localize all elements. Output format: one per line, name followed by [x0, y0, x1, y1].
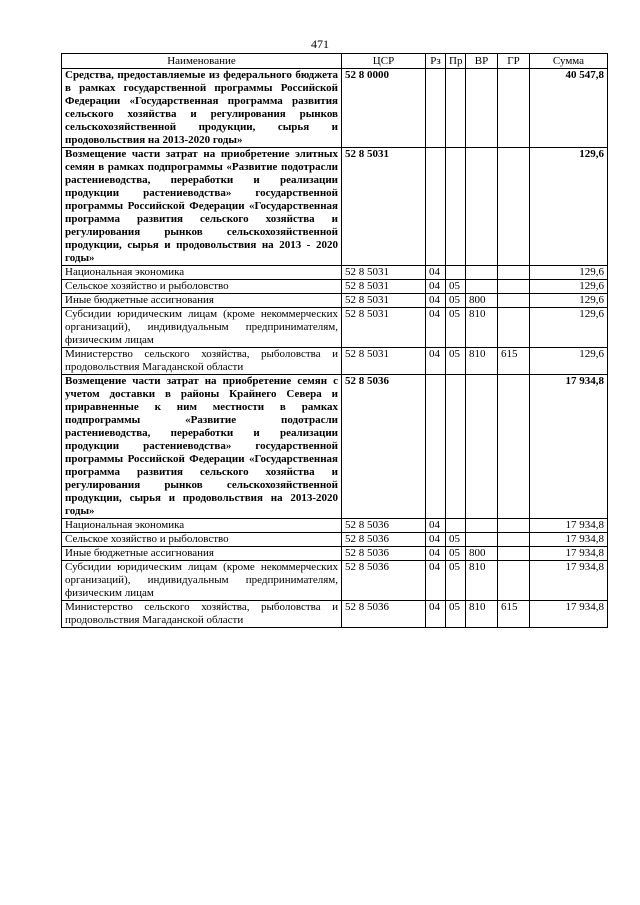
row-pr-cell: 05	[446, 280, 466, 294]
row-sum-cell: 17 934,8	[530, 375, 608, 519]
row-vr-cell: 810	[466, 601, 498, 628]
row-gr-cell	[498, 561, 530, 601]
row-pr-cell: 05	[446, 561, 466, 601]
row-gr-cell: 615	[498, 601, 530, 628]
row-rz-cell: 04	[426, 308, 446, 348]
row-rz-cell: 04	[426, 266, 446, 280]
row-pr-cell	[446, 148, 466, 266]
row-name-cell: Сельское хозяйство и рыболовство	[62, 533, 342, 547]
row-sum-cell: 129,6	[530, 308, 608, 348]
column-header-gr: ГР	[498, 54, 530, 69]
row-gr-cell	[498, 533, 530, 547]
row-name-cell: Сельское хозяйство и рыболовство	[62, 280, 342, 294]
row-sum-cell: 129,6	[530, 280, 608, 294]
row-gr-cell	[498, 519, 530, 533]
row-vr-cell	[466, 280, 498, 294]
row-rz-cell: 04	[426, 561, 446, 601]
table-row	[62, 533, 608, 547]
row-rz-cell	[426, 148, 446, 266]
row-name-cell: Субсидии юридическим лицам (кроме некоммерческих организаций), индивидуальным предпринимателям, физическим лицам	[62, 308, 342, 348]
table-row	[62, 519, 608, 533]
row-pr-cell: 05	[446, 294, 466, 308]
table-row	[62, 294, 608, 308]
row-csr-cell: 52 8 5036	[342, 533, 426, 547]
column-header-pr: Пр	[446, 54, 466, 69]
table-row	[62, 547, 608, 561]
row-gr-cell	[498, 294, 530, 308]
row-vr-cell: 810	[466, 561, 498, 601]
table-row	[62, 375, 608, 519]
page-number: 471	[311, 37, 329, 51]
row-gr-cell	[498, 148, 530, 266]
row-gr-cell	[498, 69, 530, 148]
column-header-vr: ВР	[466, 54, 498, 69]
row-gr-cell	[498, 547, 530, 561]
column-header-rz: Рз	[426, 54, 446, 69]
row-sum-cell: 129,6	[530, 294, 608, 308]
row-sum-cell: 129,6	[530, 266, 608, 280]
row-sum-cell: 17 934,8	[530, 547, 608, 561]
row-vr-cell	[466, 148, 498, 266]
row-rz-cell: 04	[426, 519, 446, 533]
table-row	[62, 148, 608, 266]
row-rz-cell: 04	[426, 533, 446, 547]
row-rz-cell: 04	[426, 547, 446, 561]
row-rz-cell: 04	[426, 294, 446, 308]
table-row	[62, 348, 608, 375]
row-vr-cell: 810	[466, 308, 498, 348]
row-pr-cell	[446, 519, 466, 533]
row-csr-cell: 52 8 5031	[342, 148, 426, 266]
row-sum-cell: 129,6	[530, 348, 608, 375]
row-pr-cell	[446, 266, 466, 280]
row-name-cell: Возмещение части затрат на приобретение элитных семян в рамках подпрограммы «Развитие подотрасли растениеводства, переработки и реализации продукции растениеводства» государственной программы Российской Федерации «Государственная программа развития сельского хозяйства и регулирования рынков сельскохозяйственной продукции, сырья и продовольствия на 2013 - 2020 годы»	[62, 148, 342, 266]
row-pr-cell: 05	[446, 308, 466, 348]
row-sum-cell: 17 934,8	[530, 533, 608, 547]
column-header-name: Наименование	[62, 54, 342, 69]
column-header-csr: ЦСР	[342, 54, 426, 69]
row-vr-cell	[466, 69, 498, 148]
row-sum-cell: 17 934,8	[530, 601, 608, 628]
row-name-cell: Иные бюджетные ассигнования	[62, 547, 342, 561]
row-csr-cell: 52 8 5031	[342, 294, 426, 308]
row-vr-cell	[466, 533, 498, 547]
table-row	[62, 561, 608, 601]
table-header-row	[62, 54, 608, 69]
row-name-cell: Министерство сельского хозяйства, рыболовства и продовольствия Магаданской области	[62, 348, 342, 375]
table-row	[62, 266, 608, 280]
row-name-cell: Возмещение части затрат на приобретение семян с учетом доставки в районы Крайнего Севера и приравненные к ним местности в рамках подпрограммы «Развитие подотрасли растениеводства, переработки и реализации продукции растениеводства» государственной программы Российской Федерации «Государственная программа развития сельского хозяйства и регулирования рынков сельскохозяйственной продукции, сырья и продовольствия на 2013-2020 годы»	[62, 375, 342, 519]
row-gr-cell: 615	[498, 348, 530, 375]
row-vr-cell	[466, 375, 498, 519]
row-rz-cell: 04	[426, 348, 446, 375]
row-csr-cell: 52 8 5031	[342, 348, 426, 375]
row-name-cell: Министерство сельского хозяйства, рыболовства и продовольствия Магаданской области	[62, 601, 342, 628]
row-name-cell: Национальная экономика	[62, 266, 342, 280]
row-csr-cell: 52 8 5036	[342, 375, 426, 519]
row-csr-cell: 52 8 5036	[342, 561, 426, 601]
table-row	[62, 308, 608, 348]
row-pr-cell: 05	[446, 533, 466, 547]
row-vr-cell	[466, 266, 498, 280]
row-csr-cell: 52 8 0000	[342, 69, 426, 148]
row-csr-cell: 52 8 5031	[342, 308, 426, 348]
table-body	[62, 69, 608, 628]
row-gr-cell	[498, 266, 530, 280]
row-gr-cell	[498, 375, 530, 519]
row-csr-cell: 52 8 5031	[342, 266, 426, 280]
row-rz-cell: 04	[426, 280, 446, 294]
row-sum-cell: 40 547,8	[530, 69, 608, 148]
row-csr-cell: 52 8 5036	[342, 519, 426, 533]
row-sum-cell: 17 934,8	[530, 519, 608, 533]
row-pr-cell: 05	[446, 601, 466, 628]
row-vr-cell: 800	[466, 547, 498, 561]
table-row	[62, 280, 608, 294]
row-vr-cell: 800	[466, 294, 498, 308]
row-pr-cell	[446, 69, 466, 148]
row-vr-cell	[466, 519, 498, 533]
row-rz-cell	[426, 69, 446, 148]
row-pr-cell: 05	[446, 348, 466, 375]
table-row	[62, 69, 608, 148]
row-pr-cell	[446, 375, 466, 519]
row-csr-cell: 52 8 5031	[342, 280, 426, 294]
row-rz-cell: 04	[426, 601, 446, 628]
row-rz-cell	[426, 375, 446, 519]
table-row	[62, 601, 608, 628]
budget-table	[61, 53, 608, 628]
row-name-cell: Иные бюджетные ассигнования	[62, 294, 342, 308]
row-name-cell: Субсидии юридическим лицам (кроме некоммерческих организаций), индивидуальным предпринимателям, физическим лицам	[62, 561, 342, 601]
row-gr-cell	[498, 308, 530, 348]
row-csr-cell: 52 8 5036	[342, 601, 426, 628]
column-header-sum: Сумма	[530, 54, 608, 69]
row-vr-cell: 810	[466, 348, 498, 375]
row-name-cell: Национальная экономика	[62, 519, 342, 533]
row-pr-cell: 05	[446, 547, 466, 561]
row-csr-cell: 52 8 5036	[342, 547, 426, 561]
row-sum-cell: 129,6	[530, 148, 608, 266]
row-gr-cell	[498, 280, 530, 294]
row-name-cell: Средства, предоставляемые из федерального бюджета в рамках государственной программы Российской Федерации «Государственная программа развития сельского хозяйства и регулирования рынков сельскохозяйственной продукции, сырья и продовольствия на 2013-2020 годы»	[62, 69, 342, 148]
row-sum-cell: 17 934,8	[530, 561, 608, 601]
